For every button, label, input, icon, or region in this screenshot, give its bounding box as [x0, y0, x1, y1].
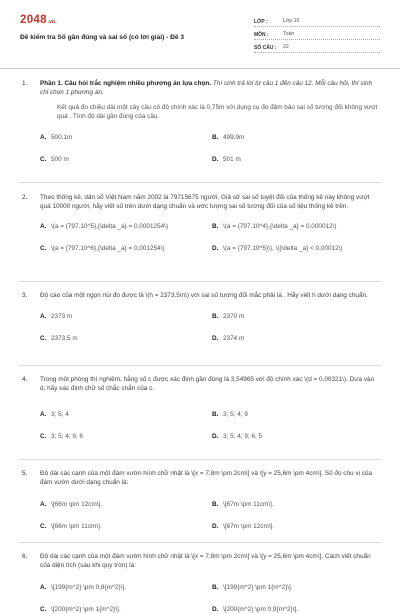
question-3: [0, 291, 400, 357]
header: [0, 0, 400, 68]
option-text: 3; 5; 4; 9; 6: [51, 432, 83, 440]
option-a[interactable]: [40, 222, 168, 231]
logo-text: 2048: [20, 14, 47, 26]
option-a[interactable]: [40, 133, 72, 142]
option-text: \[199{m^2} \pm 1{m^2}\].: [223, 583, 293, 591]
question-divider: [18, 459, 382, 460]
question-list: [0, 79, 400, 613]
question-text: Độ dài các cạnh của một đám vườn hình chữ nhật là \[x = 7,8m \pm 2cm\] và \[y = 25,6m \pm 4cm\]. Cách viết chuẩn của diện tích (sau khi quy tròn) là:: [40, 553, 371, 570]
option-label: D.: [212, 244, 219, 252]
option-text: \[200{m^2} \pm 1{m^2}\].: [51, 605, 121, 613]
option-c[interactable]: [40, 334, 78, 343]
question-5: [0, 469, 400, 539]
option-a[interactable]: [40, 583, 126, 592]
option-label: A.: [40, 410, 47, 418]
option-c[interactable]: [40, 522, 102, 531]
option-b[interactable]: [212, 312, 244, 321]
option-label: D.: [212, 605, 219, 613]
option-text: 2373,5 m: [51, 335, 78, 343]
option-label: C.: [40, 335, 47, 343]
meta-value: Toán: [283, 31, 295, 38]
option-d[interactable]: [212, 605, 298, 614]
question-6: [0, 552, 400, 612]
option-label: B.: [212, 500, 219, 508]
meta-subject: [254, 27, 380, 40]
option-text: \[67m \pm 12cm\].: [223, 522, 275, 530]
option-label: B.: [212, 134, 219, 142]
option-b[interactable]: [212, 410, 248, 419]
section-instructions: Thí sinh trả lời từ câu 1 đến câu 12. Mỗi câu hỏi, thí sinh chỉ chọn 1 phương án.: [40, 80, 373, 97]
option-label: B.: [212, 410, 219, 418]
option-text: \[200{m^2} \pm 0,9{m^2}\].: [223, 605, 298, 613]
option-label: A.: [40, 222, 47, 230]
option-text: \[67m \pm 11cm\].: [223, 500, 274, 508]
question-number: 3.: [22, 292, 28, 299]
question-number: 1.: [22, 80, 28, 87]
meta-key: MÔN :: [254, 31, 269, 38]
section-heading: Phần 1. Câu hỏi trắc nghiệm nhiều phương án lựa chọn.: [40, 80, 212, 87]
option-text: \(a = {797.10^6},{\delta _a} = 0,001254\): [51, 244, 165, 252]
option-text: 3; 5; 4: [51, 410, 69, 418]
question-text: [40, 79, 378, 98]
option-d[interactable]: [212, 155, 241, 164]
option-label: D.: [212, 335, 219, 343]
question-1: [0, 79, 400, 169]
page-title: Đề kiểm tra Số gần đúng và sai số (có lời giải) - Đề 3: [20, 34, 185, 41]
option-c[interactable]: [40, 605, 121, 614]
option-text: 500 m: [51, 156, 69, 164]
option-b[interactable]: [212, 133, 244, 142]
question-text: Theo thống kê, dân số Việt Nam năm 2002 là 79715675 người. Giả sử sai số tuyệt đối của thống kê này không vượt quá 10000 người, hãy viết số trên dưới dạng chuẩn và ước lượng sai số tương đối của số liệu thống kê trên.: [40, 194, 370, 211]
option-text: 3; 5; 4; 9: [223, 410, 248, 418]
option-text: 499,9m: [223, 134, 245, 142]
option-label: D.: [212, 522, 219, 530]
option-a[interactable]: [40, 500, 102, 509]
site-logo[interactable]: [20, 12, 55, 29]
logo-suffix: .vn: [47, 19, 56, 25]
question-divider: [18, 281, 382, 282]
option-b[interactable]: [212, 500, 274, 509]
option-a[interactable]: [40, 312, 72, 321]
option-label: C.: [40, 432, 47, 440]
question-number: 5.: [22, 470, 28, 477]
option-text: \(a = {797.10^4},{\delta _a} = 0,000012\): [223, 222, 337, 230]
option-text: \(a = {797.10^5},{\delta _a} = 0,0001254\): [51, 222, 169, 230]
header-divider: [0, 68, 400, 69]
option-label: C.: [40, 156, 47, 164]
option-d[interactable]: [212, 522, 274, 531]
option-text: 2373 m: [51, 313, 73, 321]
option-label: A.: [40, 583, 47, 591]
option-b[interactable]: [212, 222, 337, 231]
option-text: \[66m \pm 12cm\].: [51, 500, 103, 508]
option-text: \(a = {797.10^5}\), \({\delta _a} < 0,00012\): [223, 244, 343, 252]
option-text: 2370 m: [223, 313, 245, 321]
question-text: Trong một phòng thí nghiệm, hằng số c được xác định gần đúng là 3,54965 với độ chính xác \(d = 0,00321\). Dựa vào d, hãy xác định chữ số chắc chắn của c.: [40, 376, 375, 393]
question-body: Kết quả đo chiều dài một cây cầu có độ chính xác là 0,75m với dụng cụ đo đảm bảo sai số tương đối không vượt quá . Tính độ dài gần đúng của cầu.: [57, 103, 378, 120]
option-text: \[66m \pm 11cm\].: [51, 522, 102, 530]
meta-value: Lớp 10: [283, 18, 300, 25]
meta-class: [254, 14, 380, 27]
option-text: 2374 m: [223, 335, 245, 343]
exam-meta: [254, 14, 380, 53]
question-number: 2.: [22, 194, 28, 201]
option-c[interactable]: [40, 432, 83, 441]
option-c[interactable]: [40, 244, 165, 253]
question-4: [0, 375, 400, 455]
option-d[interactable]: [212, 334, 244, 343]
option-d[interactable]: [212, 244, 343, 253]
question-divider: [18, 542, 382, 543]
answer-options: [40, 129, 378, 164]
option-label: D.: [212, 156, 219, 164]
option-label: C.: [40, 522, 47, 530]
option-label: C.: [40, 244, 47, 252]
question-divider: [18, 365, 382, 366]
option-label: B.: [212, 313, 219, 321]
option-c[interactable]: [40, 155, 69, 164]
option-label: A.: [40, 313, 47, 321]
option-text: 501 m: [223, 156, 241, 164]
question-divider: [18, 182, 382, 183]
meta-key: LỚP :: [254, 18, 268, 25]
meta-value: 22: [283, 44, 289, 51]
option-label: A.: [40, 500, 47, 508]
question-text: Độ cao của một ngọn núi đo được là \(h = 2373,5m\) với sai số tương đối mắc phải là . Hãy viết h dưới dạng chuẩn.: [40, 292, 368, 299]
question-number: 4.: [22, 376, 28, 383]
option-a[interactable]: [40, 410, 69, 419]
option-label: A.: [40, 134, 47, 142]
question-number: 6.: [22, 553, 28, 560]
option-text: 3; 5; 4; 9; 6; 5: [223, 432, 263, 440]
option-label: B.: [212, 583, 219, 591]
option-text: 500,1m: [51, 134, 73, 142]
option-label: D.: [212, 432, 219, 440]
question-2: [0, 193, 400, 273]
meta-question-count: [254, 40, 380, 53]
meta-key: SỐ CÂU :: [254, 44, 277, 51]
question-text: Độ dài các cạnh của một đám vườn hình chữ nhật là \[x = 7,8m \pm 2cm\] và \[y = 25,6m \pm 4cm\]. Số đo chu vi của đám vườn dưới dạng chuẩn là:: [40, 470, 373, 487]
option-label: C.: [40, 605, 47, 613]
option-label: B.: [212, 222, 219, 230]
option-text: \[199{m^2} \pm 0,8{m^2}\].: [51, 583, 126, 591]
option-d[interactable]: [212, 432, 262, 441]
option-b[interactable]: [212, 583, 293, 592]
